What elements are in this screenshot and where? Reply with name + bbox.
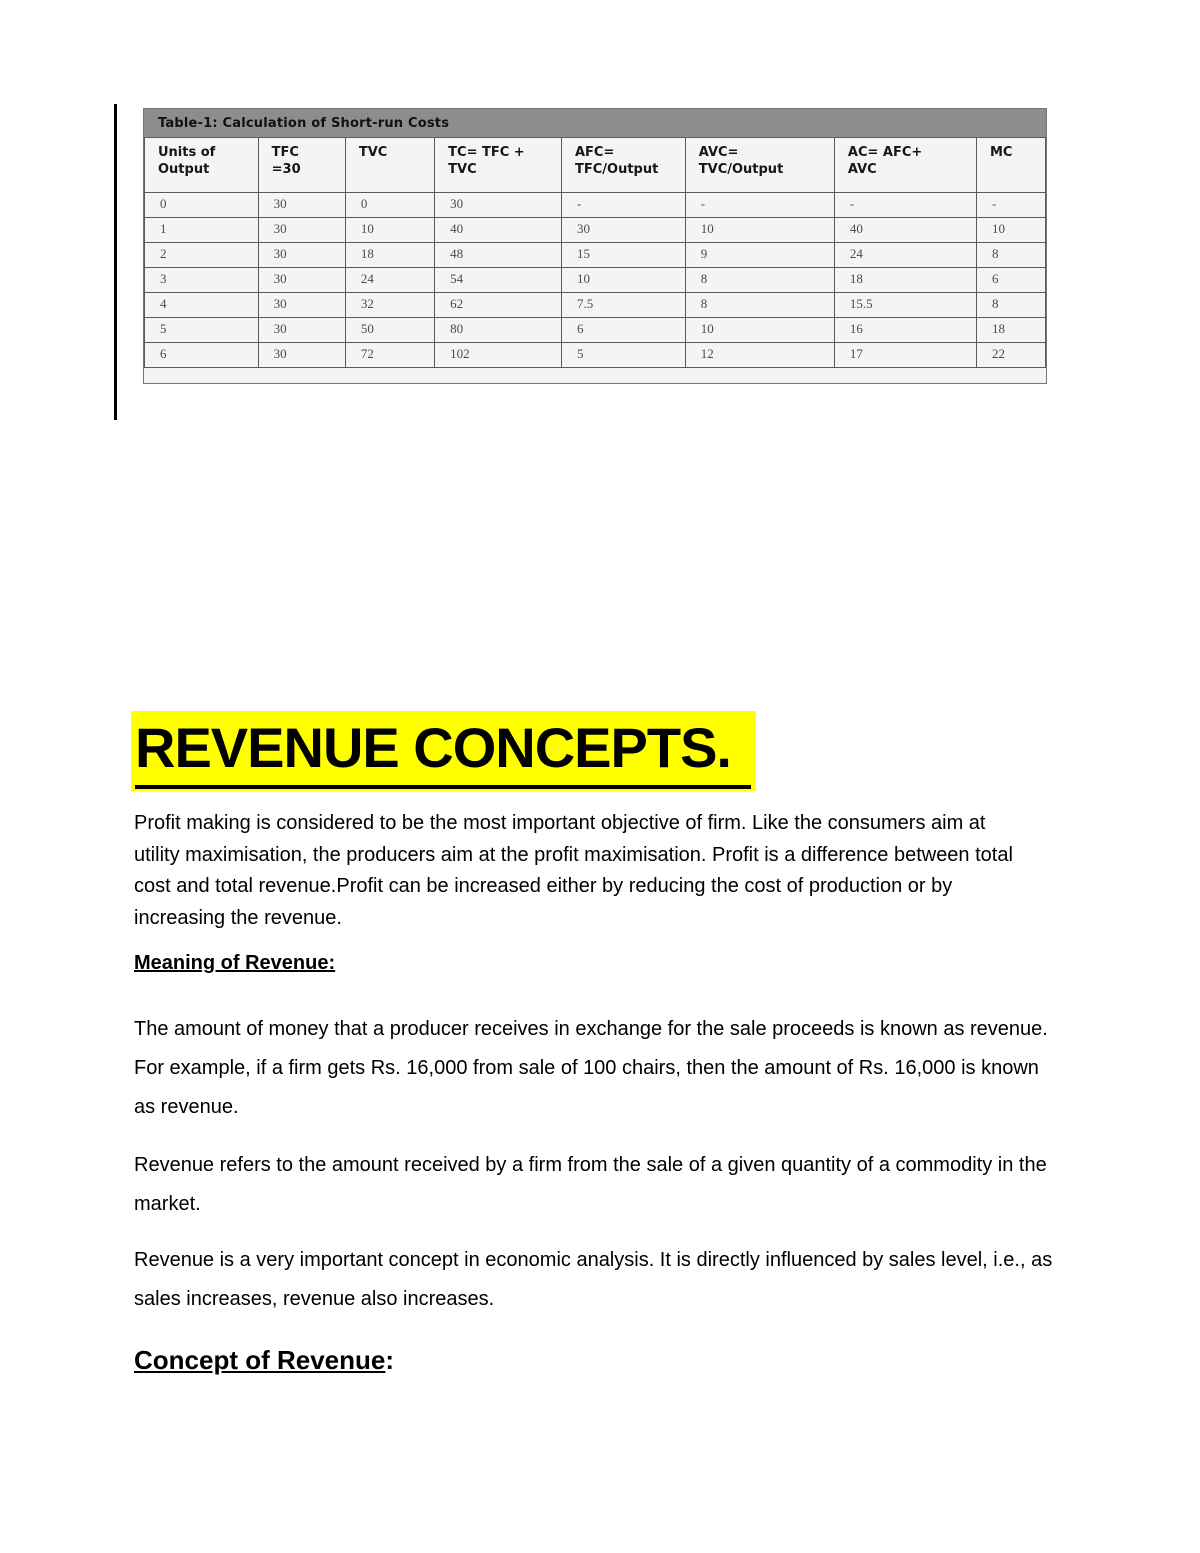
revenue-importance-paragraph: Revenue is a very important concept in economic analysis. It is directly influenced by sales level, i.e., as sales increases, revenue also increases. bbox=[134, 1249, 1053, 1310]
table-cell: 9 bbox=[685, 243, 834, 268]
table-header-line: AFC= bbox=[574, 145, 615, 160]
table-title: Table-1: Calculation of Short-run Costs bbox=[144, 109, 1046, 137]
table-header-cell bbox=[345, 138, 434, 193]
table-cell: 16 bbox=[834, 318, 976, 343]
table-cell: 30 bbox=[258, 218, 345, 243]
table-cell: 80 bbox=[435, 318, 562, 343]
table-header-line: TFC/Output bbox=[574, 162, 659, 177]
table-cell: 1 bbox=[145, 218, 259, 243]
table-row bbox=[145, 318, 1046, 343]
table-header-line: AC= AFC+ bbox=[847, 145, 923, 160]
table-cell: 62 bbox=[435, 293, 562, 318]
table-header-cell bbox=[145, 138, 259, 193]
table-cell: - bbox=[976, 193, 1045, 218]
table-cell: 24 bbox=[834, 243, 976, 268]
table-cell: 15 bbox=[561, 243, 685, 268]
table-cell: 30 bbox=[561, 218, 685, 243]
table-cell: 30 bbox=[258, 293, 345, 318]
table-cell: 10 bbox=[685, 218, 834, 243]
table-cell: 2 bbox=[145, 243, 259, 268]
table-cell: 22 bbox=[976, 343, 1045, 368]
table-row bbox=[145, 343, 1046, 368]
table-cell: 102 bbox=[435, 343, 562, 368]
table-cell: 50 bbox=[345, 318, 434, 343]
table-cell: - bbox=[834, 193, 976, 218]
cost-table-image bbox=[143, 108, 1047, 384]
table-cell: 40 bbox=[834, 218, 976, 243]
page-title: REVENUE CONCEPTS. bbox=[135, 716, 731, 779]
revenue-refers-paragraph: Revenue refers to the amount received by a firm from the sale of a given quantity of a commodity in the market. bbox=[134, 1154, 1047, 1215]
table-cell: 10 bbox=[345, 218, 434, 243]
margin-change-bar bbox=[114, 104, 117, 420]
table-cell: 5 bbox=[145, 318, 259, 343]
table-row bbox=[145, 268, 1046, 293]
table-header-cell bbox=[435, 138, 562, 193]
revenue-definition-paragraph: The amount of money that a producer receives in exchange for the sale proceeds is known as revenue. For example, if a firm gets Rs. 16,000 from sale of 100 chairs, then the amount of Rs. 16,000 is known as revenue. bbox=[134, 1018, 1048, 1118]
table-body bbox=[145, 193, 1046, 368]
table-cell: 30 bbox=[258, 193, 345, 218]
table-cell: 12 bbox=[685, 343, 834, 368]
table-header-line: MC bbox=[989, 145, 1013, 160]
table-cell: 72 bbox=[345, 343, 434, 368]
table-cell: 18 bbox=[834, 268, 976, 293]
table-cell: 30 bbox=[258, 243, 345, 268]
table-cell: 54 bbox=[435, 268, 562, 293]
table-header-line: AVC= bbox=[698, 145, 739, 160]
table-header-line: TVC bbox=[358, 145, 388, 160]
table-cell: 18 bbox=[345, 243, 434, 268]
title-underline bbox=[135, 785, 751, 789]
table-header-line: AVC bbox=[847, 162, 877, 177]
table-header-line: TC= TFC + bbox=[448, 145, 525, 160]
table-cell: 6 bbox=[145, 343, 259, 368]
table-header-row bbox=[145, 138, 1046, 193]
meaning-heading: Meaning of Revenue: bbox=[134, 952, 336, 974]
table-cell: 30 bbox=[258, 318, 345, 343]
table-cell: 4 bbox=[145, 293, 259, 318]
table-cell: 30 bbox=[435, 193, 562, 218]
table-cell: 30 bbox=[258, 268, 345, 293]
table-row bbox=[145, 218, 1046, 243]
table-cell: 8 bbox=[685, 268, 834, 293]
table-cell: 10 bbox=[976, 218, 1045, 243]
table-cell: 18 bbox=[976, 318, 1045, 343]
table-header-line: =30 bbox=[271, 162, 301, 177]
concept-heading-colon: : bbox=[385, 1345, 395, 1375]
table-cell: 6 bbox=[976, 268, 1045, 293]
table-header-line: Output bbox=[158, 162, 210, 177]
table-header-cell bbox=[685, 138, 834, 193]
table-cell: 8 bbox=[685, 293, 834, 318]
table-cell: 32 bbox=[345, 293, 434, 318]
table-cell: 10 bbox=[561, 268, 685, 293]
table-header-line: TVC/Output bbox=[698, 162, 784, 177]
table-cell: 30 bbox=[258, 343, 345, 368]
table-cell: 10 bbox=[685, 318, 834, 343]
table-cell: 17 bbox=[834, 343, 976, 368]
table-header-cell bbox=[834, 138, 976, 193]
table-header-line: TVC bbox=[448, 162, 477, 177]
table-cell: 6 bbox=[561, 318, 685, 343]
table-header-line: TFC bbox=[271, 145, 299, 160]
table-cell: - bbox=[685, 193, 834, 218]
table-cell: 7.5 bbox=[561, 293, 685, 318]
intro-paragraph: Profit making is considered to be the most important objective of firm. Like the consumers aim at utility maximisation, the producers aim at the profit maximisation. Profit is a difference between total cost and total revenue.Profit can be increased either by reducing the cost of production or by increasing the revenue. bbox=[134, 812, 1013, 929]
table-header-cell bbox=[976, 138, 1045, 193]
table-cell: 3 bbox=[145, 268, 259, 293]
table-cell: 0 bbox=[345, 193, 434, 218]
table-row bbox=[145, 293, 1046, 318]
table-row bbox=[145, 243, 1046, 268]
table-header-line: Units of bbox=[158, 145, 216, 160]
table-cell: - bbox=[561, 193, 685, 218]
table-cell: 48 bbox=[435, 243, 562, 268]
table-cell: 24 bbox=[345, 268, 434, 293]
heading-highlight bbox=[131, 711, 756, 791]
table-cell: 40 bbox=[435, 218, 562, 243]
table-cell: 8 bbox=[976, 293, 1045, 318]
table-header-cell bbox=[561, 138, 685, 193]
concept-heading bbox=[134, 1343, 394, 1377]
table-header-cell bbox=[258, 138, 345, 193]
concept-heading-text: Concept of Revenue bbox=[134, 1345, 386, 1375]
table-cell: 0 bbox=[145, 193, 259, 218]
table-cell: 8 bbox=[976, 243, 1045, 268]
table-cell: 15.5 bbox=[834, 293, 976, 318]
table-cell: 5 bbox=[561, 343, 685, 368]
short-run-costs-table bbox=[144, 137, 1046, 368]
table-row bbox=[145, 193, 1046, 218]
